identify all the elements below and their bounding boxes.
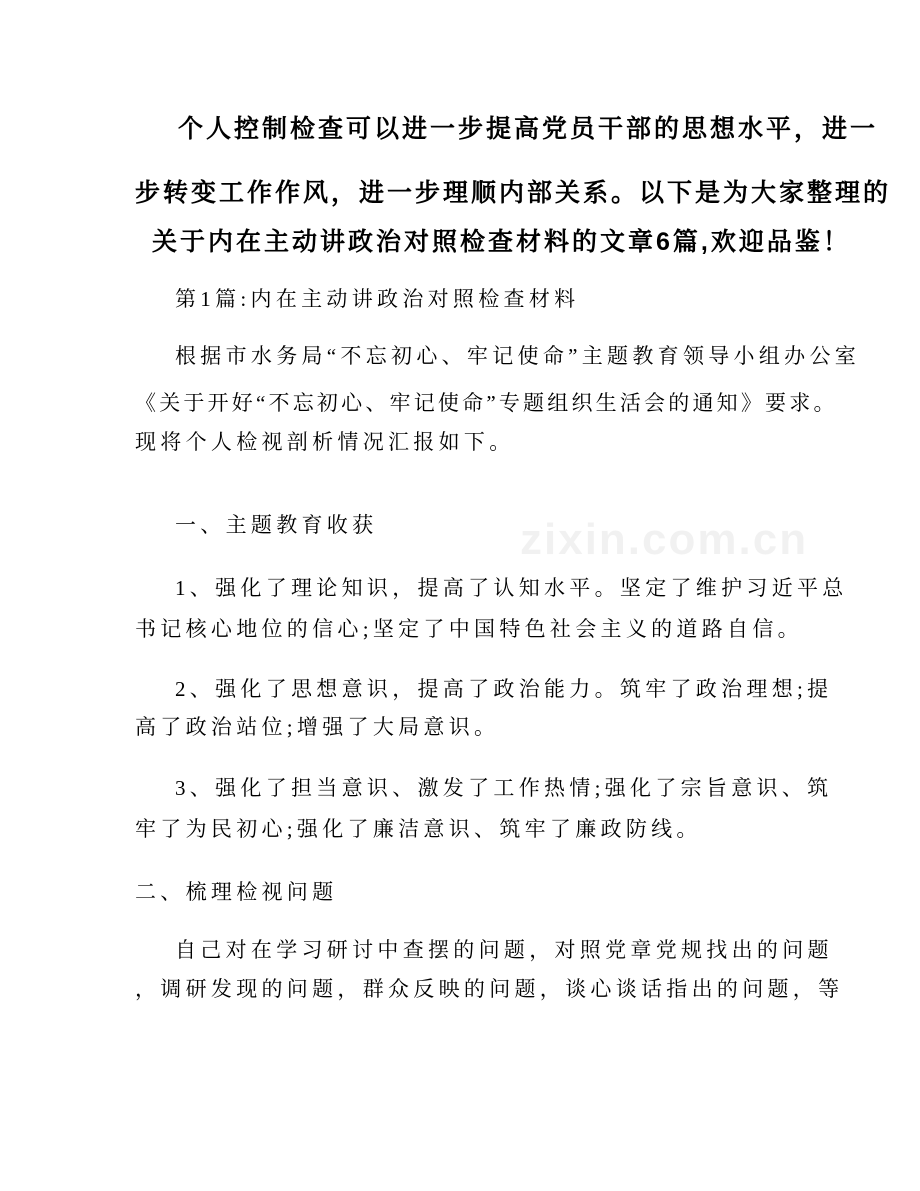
paragraph-line: 现将个人检视剖析情况汇报如下。 (135, 430, 515, 454)
paragraph-line: 牢了为民初心;强化了廉洁意识、筑牢了廉政防线。 (135, 817, 702, 841)
section-heading: 一、主题教育收获 (175, 513, 378, 537)
section-heading: 二、梳理检视问题 (135, 880, 338, 904)
paragraph-line: 2、强化了思想意识，提高了政治能力。筑牢了政治理想;提 (175, 677, 833, 701)
paragraph-line: ，调研发现的问题，群众反映的问题，谈心谈话指出的问题，等 (135, 977, 844, 1001)
paragraph-line: 《关于开好“不忘初心、牢记使命”专题组织生活会的通知》要求。 (135, 391, 838, 415)
intro-line: 步转变工作作风，进一步理顺内部关系。以下是为大家整理的 (135, 179, 892, 207)
intro-line: 个人控制检查可以进一步提高党员干部的思想水平，进一 (178, 115, 879, 143)
paragraph-line: 3、强化了担当意识、激发了工作热情;强化了宗旨意识、筑 (175, 776, 833, 800)
intro-line: 关于内在主动讲政治对照检查材料的文章6篇,欢迎品鉴！ (152, 228, 851, 256)
paragraph-line: 自己对在学习研讨中查摆的问题，对照党章党规找出的问题 (175, 938, 833, 962)
watermark: zixin.com.cn (520, 515, 809, 564)
paragraph-line: 书记核心地位的信心;坚定了中国特色社会主义的道路自信。 (135, 617, 803, 641)
paragraph-line: 高了政治站位;增强了大局意识。 (135, 715, 500, 739)
paragraph-line: 根据市水务局“不忘初心、牢记使命”主题教育领导小组办公室 (175, 344, 861, 368)
paragraph-line: 1、强化了理论知识，提高了认知水平。坚定了维护习近平总 (175, 576, 848, 600)
article-title: 第1篇:内在主动讲政治对照检查材料 (175, 287, 580, 311)
